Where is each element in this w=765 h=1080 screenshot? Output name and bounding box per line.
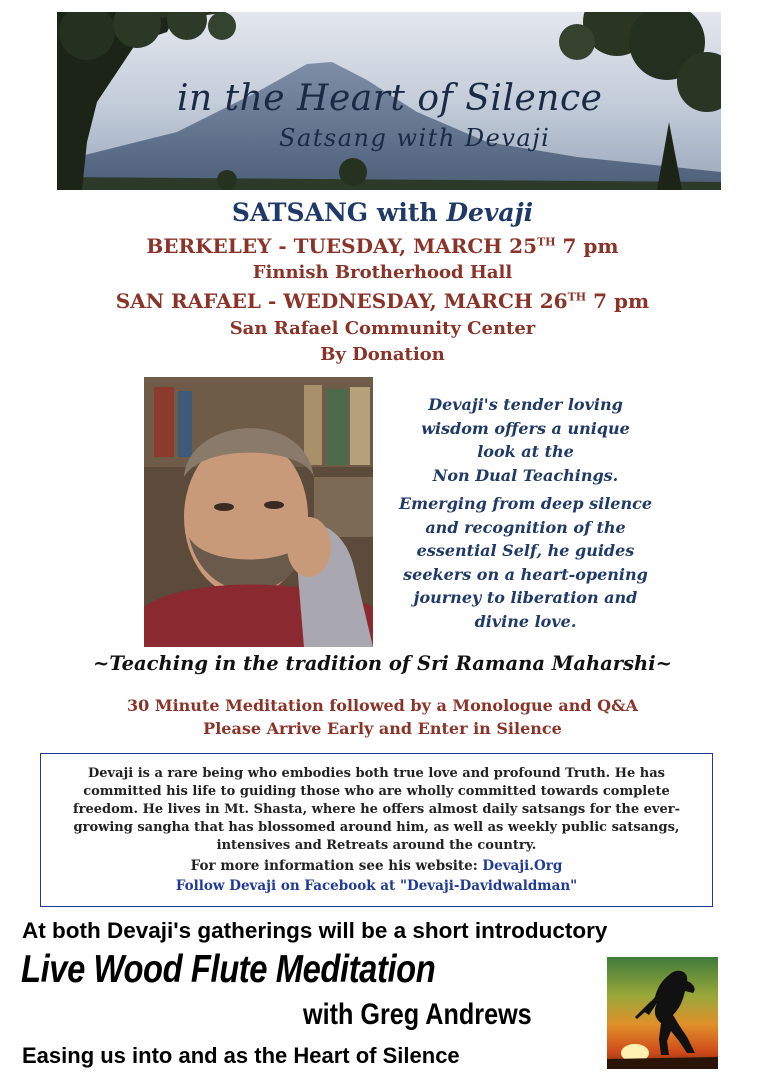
blurb-line: and recognition of the — [425, 517, 626, 537]
website-line: For more information see his website: Devaji.Org — [190, 858, 563, 874]
banner-subtitle: Satsang with Devaji — [279, 124, 551, 152]
blurb-line: essential Self, he guides — [416, 541, 635, 560]
teaching-tradition: ~Teaching in the tradition of Sri Ramana Maharshi~ — [93, 652, 672, 675]
blurb-line: Devaji's tender loving — [428, 395, 623, 414]
berkeley-venue: Finnish Brotherhood Hall — [252, 262, 513, 283]
sanrafael-venue: San Rafael Community Center — [229, 318, 536, 339]
bio-line: growing sangha that has blossomed around him, as well as weekly public satsangs, — [73, 820, 680, 835]
banner-title: in the Heart of Silence — [177, 78, 603, 119]
bio-line: freedom. He lives in Mt. Shasta, where he offers almost daily satsangs for the ever- — [73, 802, 680, 817]
blurb-paragraph-2 — [388, 492, 663, 633]
meditation-line-2: Please Arrive Early and Enter in Silence — [203, 719, 562, 738]
berkeley-date: BERKELEY - TUESDAY, MARCH 25TH 7 pm — [146, 234, 619, 258]
bio-line: committed his life to guiding those who are wholly committed towards complete — [83, 784, 670, 799]
bio-line: Devaji is a rare being who embodies both true love and profound Truth. He has — [88, 766, 665, 781]
blurb-line: divine love. — [474, 611, 577, 631]
blurb-line: journey to liberation and — [413, 588, 638, 607]
blurb-line: seekers on a heart-opening — [403, 564, 648, 584]
main-heading: SATSANG with Devaji — [231, 198, 534, 227]
facebook-line[interactable]: Follow Devaji on Facebook at "Devaji-Davidwaldman" — [175, 878, 578, 894]
blurb-line: Non Dual Teachings. — [432, 465, 619, 485]
flute-tagline: Easing us into and as the Heart of Silence — [22, 1043, 460, 1068]
sanrafael-date: SAN RAFAEL - WEDNESDAY, MARCH 26TH 7 pm — [115, 289, 650, 313]
blurb-line: wisdom offers a unique — [421, 418, 630, 438]
devaji-portrait — [144, 377, 373, 647]
main-heading-name: Devaji — [446, 198, 534, 227]
flute-intro: At both Devaji's gatherings will be a short introductory — [22, 918, 608, 943]
kokopelli-sunset-image — [607, 957, 718, 1069]
header-banner — [57, 12, 721, 190]
meditation-line-1: 30 Minute Meditation followed by a Monologue and Q&A — [127, 696, 638, 715]
blurb-line: Emerging from deep silence — [398, 494, 653, 513]
flute-performer: with Greg Andrews — [303, 998, 532, 1031]
donation-note: By Donation — [320, 344, 445, 365]
blurb-paragraph-1 — [388, 393, 663, 487]
blurb-line: look at the — [477, 442, 574, 461]
bio-box — [40, 753, 713, 907]
website-link[interactable]: Devaji.Org — [482, 858, 563, 874]
bio-line: intensives and Retreats around the country. — [216, 838, 537, 853]
flute-title: Live Wood Flute Meditation — [21, 948, 436, 991]
